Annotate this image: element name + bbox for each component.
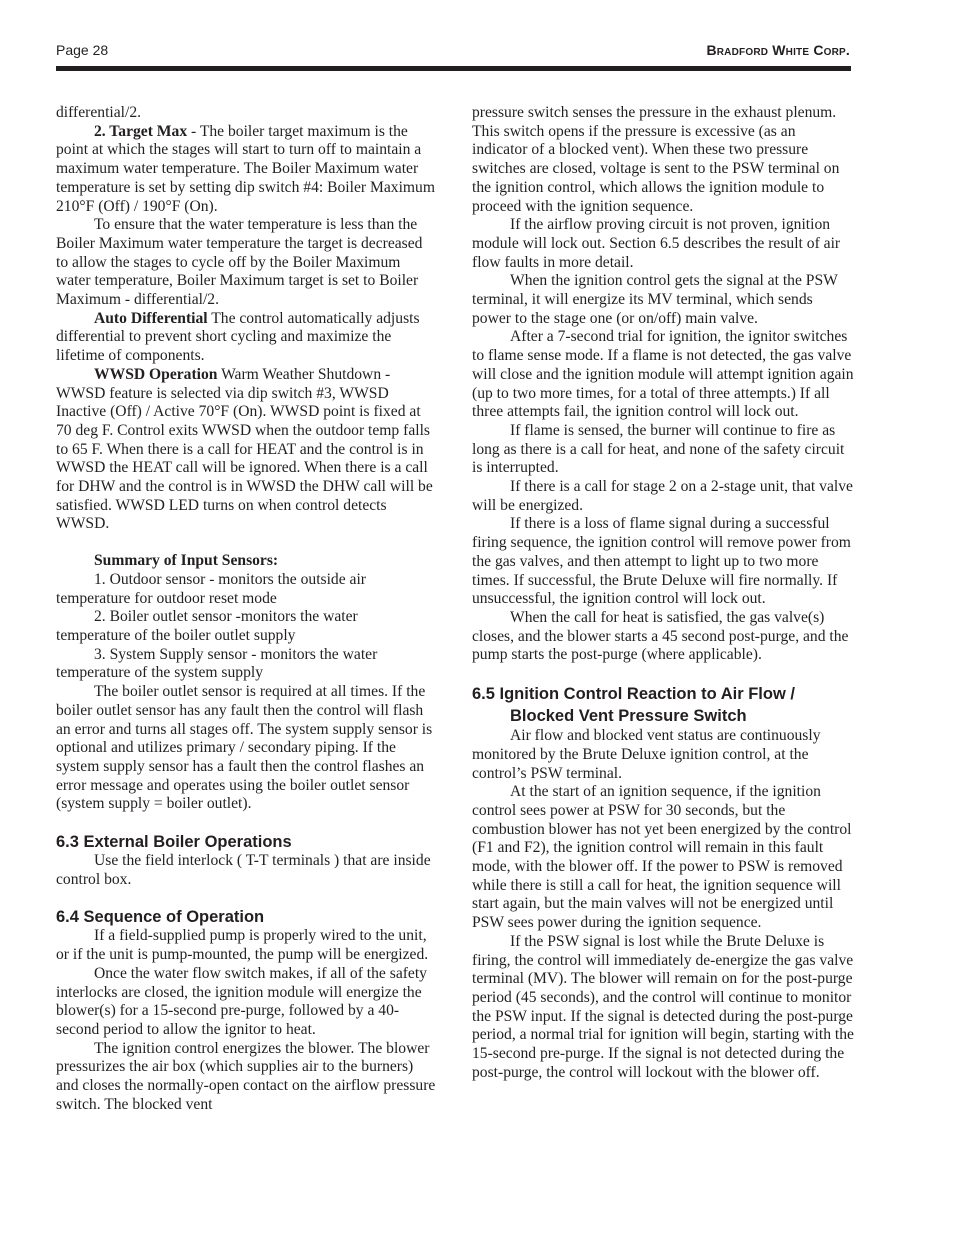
section-heading-6-3: 6.3 External Boiler Operations — [56, 833, 292, 852]
auto-differential-paragraph — [56, 310, 436, 366]
paragraph: After a 7-second trial for ignition, the ignitor switches to flame sense mode. If a flame is not detected, the gas valve will close and the ignition module will attempt ignition again (up to two more times, for a total of three attempts.) If all three attempts fail, the ignition control will lock out. — [472, 328, 854, 421]
target-max-paragraph — [56, 123, 436, 217]
paragraph: The ignition control energizes the blower. The blower pressurizes the air box (which supplies air to the burners) and closes the normally-open contact on the airflow pressure switch. The blocked vent — [56, 1039, 436, 1113]
wwsd-text: Warm Weather Shutdown - WWSD feature is selected via dip switch #3, WWSD Inactive (Off) / Active 70°F (On). WWSD point is fixed at 70 deg F. Control exits WWSD when the outdoor temp falls to 65 F. When there is a call for HEAT and the control is in WWSD the HEAT call will be ignored. When there is a call for DHW and the control is in WWSD the DHW call will be satisfied. WWSD LED turns on when control detects WWSD. — [56, 365, 433, 533]
auto-differential-text: The control automatically adjusts differential to prevent short cycling and maximize the lifetime of components. — [56, 309, 420, 365]
paragraph: If the PSW signal is lost while the Brute Deluxe is firing, the control will immediately de-energize the gas valve terminal (MV). The blower will remain on for the post-purge period (45 seconds), and the control will continue to monitor the PSW input. If the signal is detected during the post-purge period, a normal trial for ignition will begin, starting with the 15-second pre-purge. If the signal is not detected during the post-purge, the control will lockout with the blower off. — [472, 932, 854, 1081]
header-rule — [56, 66, 851, 71]
wwsd-paragraph — [56, 366, 436, 534]
paragraph: Use the field interlock ( T-T terminals ) that are inside control box. — [56, 852, 431, 888]
paragraph: When the call for heat is satisfied, the gas valve(s) closes, and the blower starts a 45 second post-purge, and the pump starts the post-purge (where applicable). — [472, 608, 849, 664]
section-heading-6-5: 6.5 Ignition Control Reaction to Air Flow / Blocked Vent Pressure Switch — [472, 685, 795, 726]
paragraph: pressure switch senses the pressure in the exhaust plenum. This switch opens if the pressure is excessive (as an indicator of a blocked vent). When these two pressure switches are closed, voltage is sent to the PSW terminal on the ignition control, which allows the ignition module to proceed with the ignition sequence. — [472, 104, 840, 215]
paragraph: The boiler outlet sensor is required at all times. If the boiler outlet sensor has any fault then the control will flash an error and turns all stages off. The system supply sensor is optional and utilizes primary / secondary piping. If the system supply sensor has a fault then the control flashes an error message and operates using the boiler outlet sensor (system supply = boiler outlet). — [56, 683, 433, 813]
paragraph: If there is a loss of flame signal during a successful firing sequence, the ignition control will remove power from the gas valves, and then attempt to light up to two more times. If successful, the Brute Deluxe will fire normally. If unsuccessful, the ignition control will lock out. — [472, 515, 851, 608]
left-column — [56, 104, 436, 1114]
paragraph: Air flow and blocked vent status are continuously monitored by the Brute Deluxe ignition control, at the control’s PSW terminal. — [472, 727, 821, 782]
paragraph: When the ignition control gets the signal at the PSW terminal, it will energize its MV terminal, which sends power to the stage one (or on/off) main valve. — [472, 272, 838, 327]
paragraph: If a field-supplied pump is properly wired to the unit, or if the unit is pump-mounted, the pump will be energized. — [56, 927, 429, 964]
paragraph: Once the water flow switch makes, if all of the safety interlocks are closed, the ignition module will energize the blower(s) for a 15-second pre-purge, followed by a 40-second period to allow the ignitor to heat. — [56, 964, 427, 1038]
company-name: Bradford White Corp. — [706, 42, 850, 58]
auto-differential-label: Auto Differential — [94, 309, 208, 327]
page-number: Page 28 — [56, 42, 109, 58]
paragraph: If flame is sensed, the burner will continue to fire as long as there is a call for heat, and none of the safety circuit is interrupted. — [472, 421, 845, 477]
paragraph: If there is a call for stage 2 on a 2-stage unit, that valve will be energized. — [472, 478, 853, 514]
paragraph: differential/2. — [56, 104, 142, 121]
section-heading-6-4: 6.4 Sequence of Operation — [56, 908, 265, 927]
right-column — [472, 104, 854, 1082]
sensor-item: 2. Boiler outlet sensor -monitors the water temperature of the boiler outlet supply — [56, 608, 358, 644]
wwsd-label: WWSD Operation — [94, 365, 218, 383]
sensor-item: 1. Outdoor sensor - monitors the outside air temperature for outdoor reset mode — [56, 570, 366, 607]
paragraph: At the start of an ignition sequence, if the ignition control sees power at PSW for 30 seconds, but the combustion blower has not yet been energized by the control (F1 and F2), the ignition control will remain in this fault mode, with the blower off. If the power to PSW is removed while there is still a call for heat, the ignition sequence will start again, but the main valves will not be energized until PSW sees power during the ignition sequence. — [472, 783, 852, 932]
summary-title: Summary of Input Sensors: — [94, 552, 279, 570]
target-max-text: - The boiler target maximum is the point at which the stages will start to turn off to maintain a maximum water temperature. The Boiler Maximum water temperature is set by setting dip switch #4: Boiler Maximum 210°F (Off) / 190°F (On). — [56, 122, 435, 215]
paragraph: If the airflow proving circuit is not proven, ignition module will lock out. Section 6.5 describes the result of air flow faults in more detail. — [472, 216, 841, 271]
target-max-label: 2. Target Max — [94, 122, 188, 140]
sensor-item: 3. System Supply sensor - monitors the water temperature of the system supply — [56, 645, 378, 682]
paragraph: To ensure that the water temperature is less than the Boiler Maximum water temperature the target is decreased to allow the stages to cycle off by the Boiler Maximum water temperature, Boiler Maximum target is set to Boiler Maximum - differential/2. — [56, 216, 423, 309]
